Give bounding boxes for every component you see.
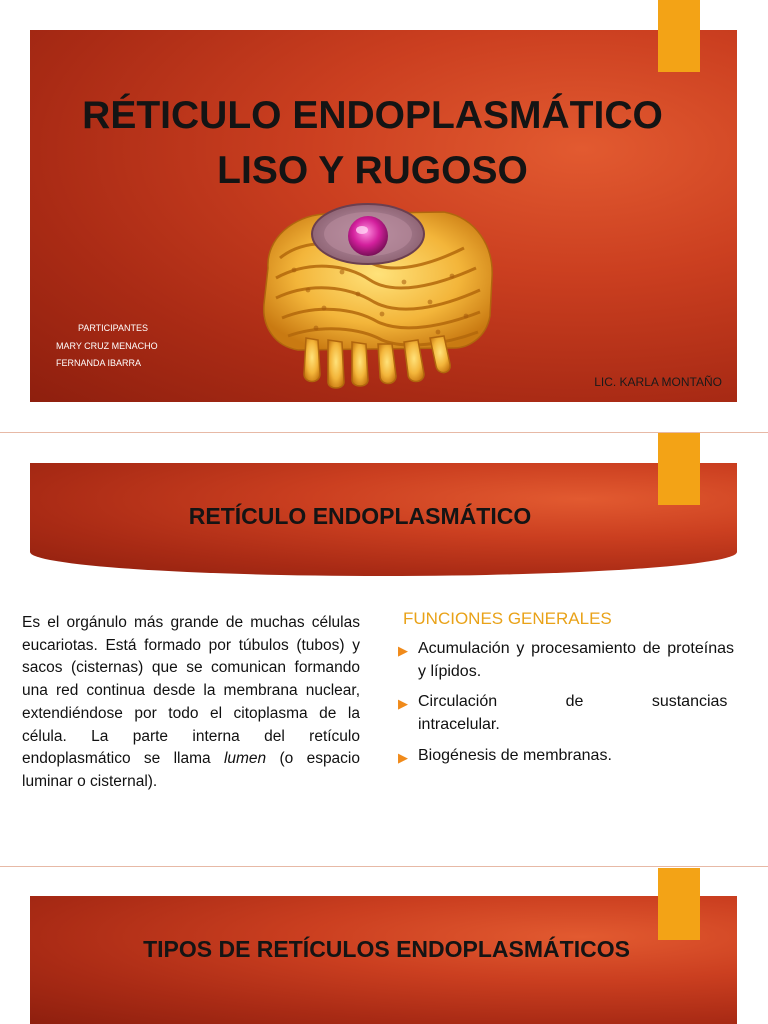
functions-list: [398, 638, 734, 776]
triangle-bullet-icon: ▶: [398, 696, 408, 712]
slide-title: RETÍCULO ENDOPLASMÁTICO: [188, 503, 532, 529]
function-text: Circulación de sustancias intracelular.: [418, 693, 728, 734]
slide-title: TIPOS DE RETÍCULOS ENDOPLASMÁTICOS: [143, 936, 630, 962]
slide-definition: [0, 433, 768, 867]
definition-paragraph: [22, 612, 360, 794]
triangle-bullet-icon: ▶: [398, 749, 408, 765]
participants-label: PARTICIPANTES: [78, 323, 149, 333]
definition-text: Es el orgánulo más grande de muchas células eucariotas. Está formado por túbulos (tubos) y sacos (cisternas) que se comunican formando una red continua desde la membrana nuclear, extendiéndose por todo el citoplasma de la célula. La parte interna del retículo endoplasmático se llama: [22, 614, 360, 768]
triangle-bullet-icon: ▶: [398, 643, 408, 658]
participant-name: FERNANDA IBARRA: [56, 358, 142, 368]
gold-accent-tab: [658, 433, 700, 505]
list-item: [398, 745, 734, 768]
title-line-1: RÉTICULO ENDOPLASMÁTICO: [82, 94, 663, 137]
participants-block: [56, 320, 158, 373]
list-item: [398, 691, 734, 736]
function-text: Acumulación y procesamiento de proteínas y lípidos.: [418, 640, 734, 680]
list-item: [398, 638, 734, 683]
teacher-name: LIC. KARLA MONTAÑO: [594, 375, 722, 389]
title-line-2: LISO Y RUGOSO: [217, 149, 528, 192]
gold-accent-tab: [658, 868, 700, 940]
slide-divider: [0, 866, 768, 867]
presentation-title: [30, 88, 715, 198]
participant-name: MARY CRUZ MENACHO: [56, 340, 158, 351]
definition-text-end: (o espacio luminar o cisternal).: [22, 750, 360, 790]
slide-title: [0, 0, 768, 432]
gold-accent-tab: [658, 0, 700, 72]
function-text: Biogénesis de membranas.: [418, 746, 612, 764]
slide-types: [0, 868, 768, 1024]
endoplasmic-reticulum-illustration: [254, 198, 498, 390]
functions-heading: FUNCIONES GENERALES: [403, 609, 612, 628]
lumen-term: lumen: [223, 750, 267, 768]
